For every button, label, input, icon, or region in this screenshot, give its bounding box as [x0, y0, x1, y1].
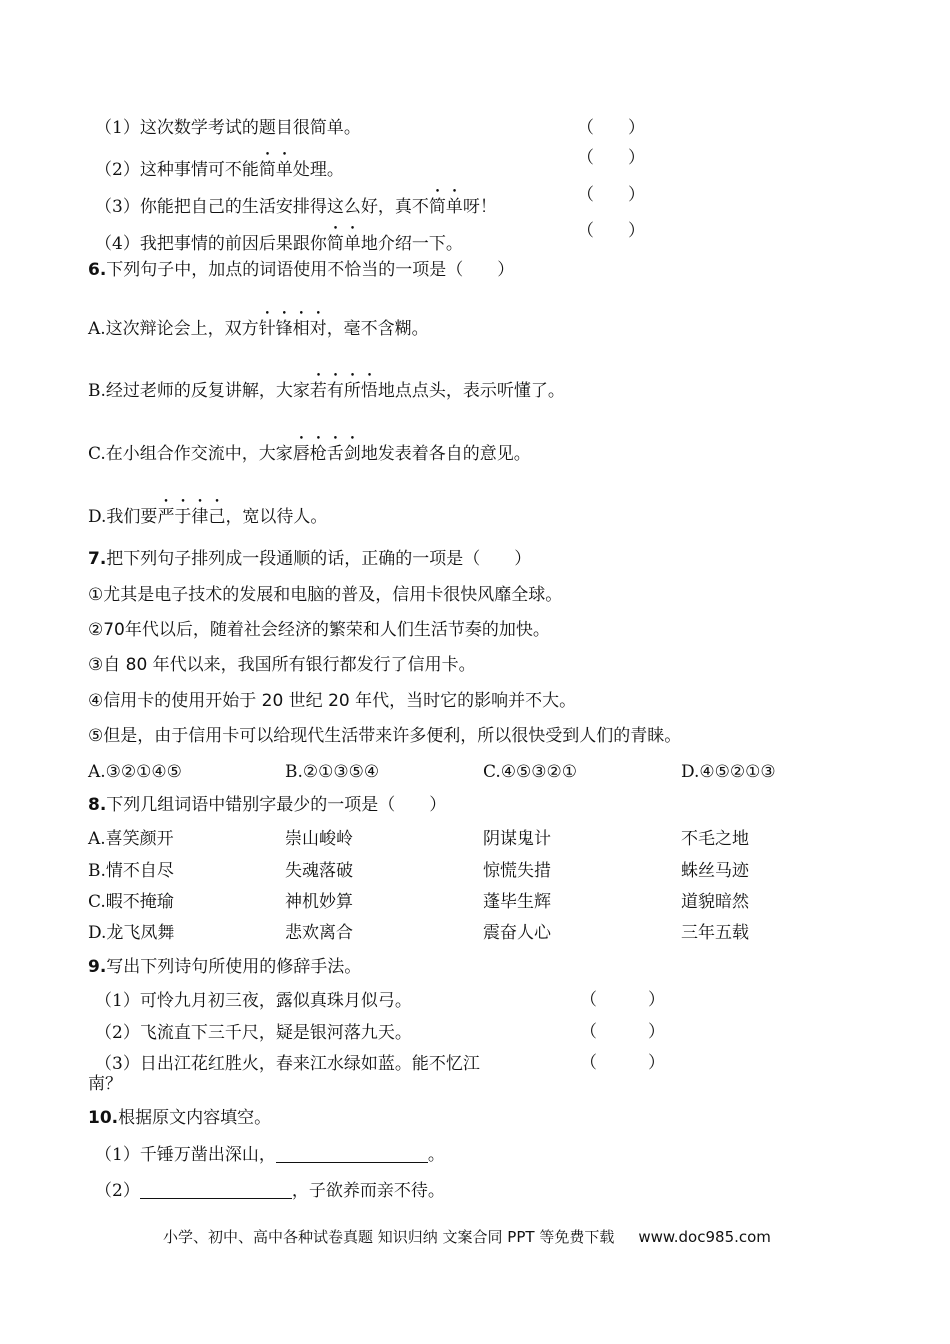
option-text: ，毫不含糊。 — [326, 319, 429, 339]
q8-word: 惊慌失措 — [483, 861, 551, 881]
q7-sentence: ②70年代以后，随着社会经济的繁荣和人们生活节奏的加快。 — [88, 620, 550, 640]
q5-item-text: 处理。 — [292, 160, 344, 180]
option-text: 地点点头，表示听懂了。 — [377, 381, 565, 401]
question-text: 下列几组词语中错别字最少的一项是（ ） — [106, 795, 447, 815]
q5-item-text: （4）我把事情的前因后果跟你 — [95, 234, 327, 254]
q6-option-a[interactable] — [88, 309, 429, 340]
dotted-word: 唇枪舌剑 — [292, 444, 361, 464]
question-text: 根据原文内容填空。 — [118, 1108, 272, 1128]
q9-answer-2[interactable]: （ ） — [580, 1022, 665, 1042]
dotted-word: 简单 — [258, 160, 293, 180]
q9-item-2: （2）飞流直下三千尺，疑是银河落九天。 — [95, 1023, 412, 1043]
dotted-word: 针锋相对 — [258, 319, 327, 339]
fill-text: （1）千锤万凿出深山， — [95, 1145, 276, 1165]
fill-text: （2） — [95, 1181, 140, 1201]
q9-heading — [88, 956, 361, 978]
q7-option-a[interactable]: A.③②①④⑤ — [88, 762, 182, 782]
q6-option-d[interactable] — [88, 497, 327, 528]
q9-answer-3[interactable]: （ ） — [580, 1053, 665, 1073]
q5-answer-2[interactable]: （ ） — [577, 148, 645, 168]
q8-option-c[interactable]: C.暇不掩瑜 — [88, 892, 174, 912]
q5-answer-1[interactable]: （ ） — [577, 118, 645, 138]
question-text: 写出下列诗句所使用的修辞手法。 — [106, 957, 362, 977]
dotted-word: 简单 — [326, 234, 361, 254]
q8-word: 三年五载 — [681, 923, 749, 943]
q5-item-3 — [95, 187, 497, 218]
q6-option-b[interactable] — [88, 371, 565, 402]
option-text: B.经过老师的反复讲解，大家 — [88, 381, 310, 401]
q8-word: 震奋人心 — [483, 923, 551, 943]
question-number: 9. — [88, 957, 107, 977]
option-text: C.在小组合作交流中，大家 — [88, 444, 293, 464]
fill-text: 。 — [427, 1145, 445, 1165]
q8-option-b[interactable]: B.情不自尽 — [88, 861, 174, 881]
q8-word: 蓬毕生辉 — [483, 892, 551, 912]
q5-item-text: 呀！ — [462, 197, 497, 217]
q5-item-1 — [95, 117, 361, 139]
q7-sentence: ④信用卡的使用开始于 20 世纪 20 年代，当时它的影响并不大。 — [88, 691, 577, 711]
q9-item-1: （1）可怜九月初三夜，露似真珠月似弓。 — [95, 991, 412, 1011]
q7-sentence: ③自 80 年代以来，我国所有银行都发行了信用卡。 — [88, 655, 476, 675]
option-text: A.这次辩论会上，双方 — [88, 319, 259, 339]
q7-heading — [88, 548, 531, 570]
q5-answer-4[interactable]: （ ） — [577, 221, 645, 241]
q5-item-4 — [95, 224, 463, 255]
question-number: 8. — [88, 795, 107, 815]
question-text: 下列句子中，加点的词语使用不恰当的一项是（ ） — [106, 260, 515, 280]
fill-text: ，子欲养而亲不待。 — [291, 1181, 445, 1201]
q5-answer-3[interactable]: （ ） — [577, 185, 645, 205]
q7-option-c[interactable]: C.④⑤③②① — [483, 762, 578, 782]
q9-item-3: （3）日出江花红胜火，春来江水绿如蓝。能不忆江 — [95, 1054, 480, 1074]
page-footer — [163, 1226, 771, 1247]
q8-word: 悲欢离合 — [285, 923, 353, 943]
q5-item-text: 地介绍一下。 — [360, 234, 463, 254]
q7-option-b[interactable]: B.②①③⑤④ — [285, 762, 380, 782]
q7-option-d[interactable]: D.④⑤②①③ — [681, 762, 776, 782]
q5-item-text: （3）你能把自己的生活安排得这么好，真不 — [95, 197, 429, 217]
q9-answer-1[interactable]: （ ） — [580, 990, 665, 1010]
q5-item-text: （2）这种事情可不能 — [95, 160, 259, 180]
q8-word: 蛛丝马迹 — [681, 861, 749, 881]
fill-blank-1[interactable] — [276, 1146, 428, 1163]
dotted-word: 严于律己 — [157, 507, 226, 527]
dotted-word: 简单 — [428, 197, 463, 217]
q8-option-a[interactable]: A.喜笑颜开 — [88, 829, 174, 849]
q6-heading — [88, 259, 514, 281]
fill-blank-2[interactable] — [140, 1182, 292, 1199]
q5-item-text: （1）这次数学考试的题目很简单。 — [95, 118, 361, 138]
option-text: 地发表着各自的意见。 — [360, 444, 531, 464]
dotted-word: 若有所悟 — [309, 381, 378, 401]
q10-item-1 — [95, 1144, 445, 1166]
question-text: 把下列句子排列成一段通顺的话，正确的一项是（ ） — [106, 549, 532, 569]
q6-option-c[interactable] — [88, 434, 531, 465]
option-text: ，宽以待人。 — [225, 507, 328, 527]
q8-word: 阴谋鬼计 — [483, 829, 551, 849]
q7-sentence: ①尤其是电子技术的发展和电脑的普及，信用卡很快风靡全球。 — [88, 585, 563, 605]
q10-item-2 — [95, 1180, 445, 1202]
q8-word: 不毛之地 — [681, 829, 749, 849]
question-number: 10. — [88, 1108, 119, 1128]
q7-sentence: ⑤但是，由于信用卡可以给现代生活带来许多便利，所以很快受到人们的青睐。 — [88, 726, 682, 746]
q8-word: 崇山峻岭 — [285, 829, 353, 849]
footer-link[interactable]: www.doc985.com — [638, 1228, 771, 1246]
q9-item-3-cont: 南？ — [88, 1074, 122, 1094]
question-number: 7. — [88, 549, 107, 569]
question-number: 6. — [88, 260, 107, 280]
q8-word: 道貌暗然 — [681, 892, 749, 912]
q8-word: 神机妙算 — [285, 892, 353, 912]
q8-word: 失魂落破 — [285, 861, 353, 881]
q10-heading — [88, 1107, 271, 1129]
q8-option-d[interactable]: D.龙飞凤舞 — [88, 923, 175, 943]
q5-item-2 — [95, 150, 344, 181]
q8-heading — [88, 794, 446, 816]
option-text: D.我们要 — [88, 507, 158, 527]
footer-text: 小学、初中、高中各种试卷真题 知识归纳 文案合同 PPT 等免费下载 — [163, 1228, 615, 1246]
